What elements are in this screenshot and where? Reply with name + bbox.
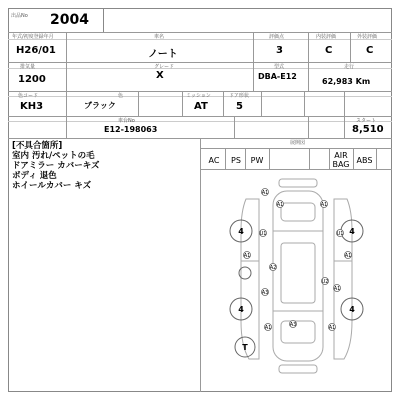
- auction-sheet: [8, 8, 392, 392]
- diagram-mark: U1: [259, 231, 267, 237]
- mileage-value: 62,983 Km: [322, 77, 371, 86]
- cc-label: 排気量: [20, 64, 36, 70]
- doors-value: 5: [236, 101, 243, 112]
- note-line: ホイールカバー キズ: [12, 181, 92, 191]
- diagram-mark: 4: [238, 305, 244, 314]
- diagram-mark: A1: [261, 190, 269, 196]
- chassis-label: 車台No: [118, 118, 135, 124]
- interior-value: C: [325, 45, 333, 56]
- option-air: AIR: [334, 151, 348, 160]
- diagram-mark: A1: [320, 202, 328, 208]
- model-value: DBA-E12: [258, 72, 297, 81]
- option-abs: ABS: [356, 156, 373, 165]
- color-label: 色: [118, 93, 124, 99]
- rule: [138, 91, 139, 116]
- year-label: 年式/初度登録年月: [12, 34, 54, 40]
- note-line: ボディ 退色: [12, 171, 57, 181]
- model-label: 型式: [274, 64, 285, 70]
- rule: [304, 91, 305, 116]
- rule: [261, 91, 262, 116]
- diagram-mark: U2: [321, 279, 329, 285]
- note-line: 室内 汚れ/ペットの毛: [12, 151, 95, 161]
- name-value: ノート: [148, 49, 178, 60]
- diagram-mark: A1: [276, 202, 284, 208]
- rule: [308, 116, 309, 138]
- rule: [66, 32, 67, 116]
- shift-value: AT: [194, 101, 208, 112]
- grade-label: グレード: [154, 64, 175, 70]
- rule: [234, 116, 235, 138]
- option-pw: PW: [250, 156, 264, 165]
- color-value: ブラック: [84, 101, 116, 110]
- option-ac: AC: [208, 156, 220, 165]
- note-line: ドアミラー カバーキズ: [12, 161, 100, 171]
- option-ps: PS: [231, 156, 241, 165]
- start-label: スタート: [356, 118, 377, 124]
- doors-label: ドア形状: [229, 93, 249, 99]
- diagram-mark: A1: [264, 325, 272, 331]
- rule: [350, 32, 351, 62]
- rule: [344, 91, 345, 116]
- lot-cell: [8, 8, 104, 32]
- diagram-mark: A1: [333, 286, 341, 292]
- diagram-mark: T: [242, 343, 248, 352]
- rule: [308, 62, 309, 91]
- name-label: 車名: [154, 34, 165, 40]
- diagram-mark: A3: [261, 290, 269, 296]
- chassis-value: E12-198063: [104, 125, 158, 134]
- lot-label: 出品No: [11, 13, 28, 19]
- rule: [344, 116, 345, 138]
- diagram-mark: A1: [328, 325, 336, 331]
- eval-label: 評価点: [269, 34, 285, 40]
- exterior-label: 外装評価: [357, 34, 378, 40]
- rule: [223, 91, 224, 116]
- car-diagram: [201, 171, 392, 392]
- diagram-mark: 4: [349, 305, 355, 314]
- diagram-mark: 4: [238, 227, 244, 236]
- option-bag: BAG: [332, 160, 350, 169]
- cc-value: 1200: [18, 74, 46, 85]
- rule: [66, 116, 67, 138]
- eval-value: 3: [276, 45, 283, 56]
- shift-label: ミッション: [186, 93, 211, 99]
- rule: [253, 32, 254, 91]
- diagram-mark: U1: [336, 231, 344, 237]
- diagram-mark: A1: [344, 253, 352, 259]
- interior-label: 内装評価: [316, 34, 337, 40]
- diagram-mark: A3: [289, 322, 297, 328]
- colorcode-value: KH3: [20, 101, 44, 112]
- mileage-label: 走行: [344, 64, 355, 70]
- diagram-mark: 4: [349, 227, 355, 236]
- rule: [308, 32, 309, 62]
- diagram-mark: A1: [243, 253, 251, 259]
- colorcode-label: 色コード: [18, 93, 39, 99]
- options-bar: [201, 148, 392, 170]
- diagram-label: 展開図: [290, 140, 306, 146]
- lot-number: 2004: [50, 12, 89, 28]
- diagram-mark: A2: [269, 265, 277, 271]
- rule: [182, 91, 183, 116]
- notes-title: [不具合箇所]: [12, 141, 63, 151]
- exterior-value: C: [366, 45, 374, 56]
- start-value: 8,510: [352, 124, 384, 135]
- grade-value: X: [156, 70, 164, 81]
- year-value: H26/01: [16, 45, 56, 56]
